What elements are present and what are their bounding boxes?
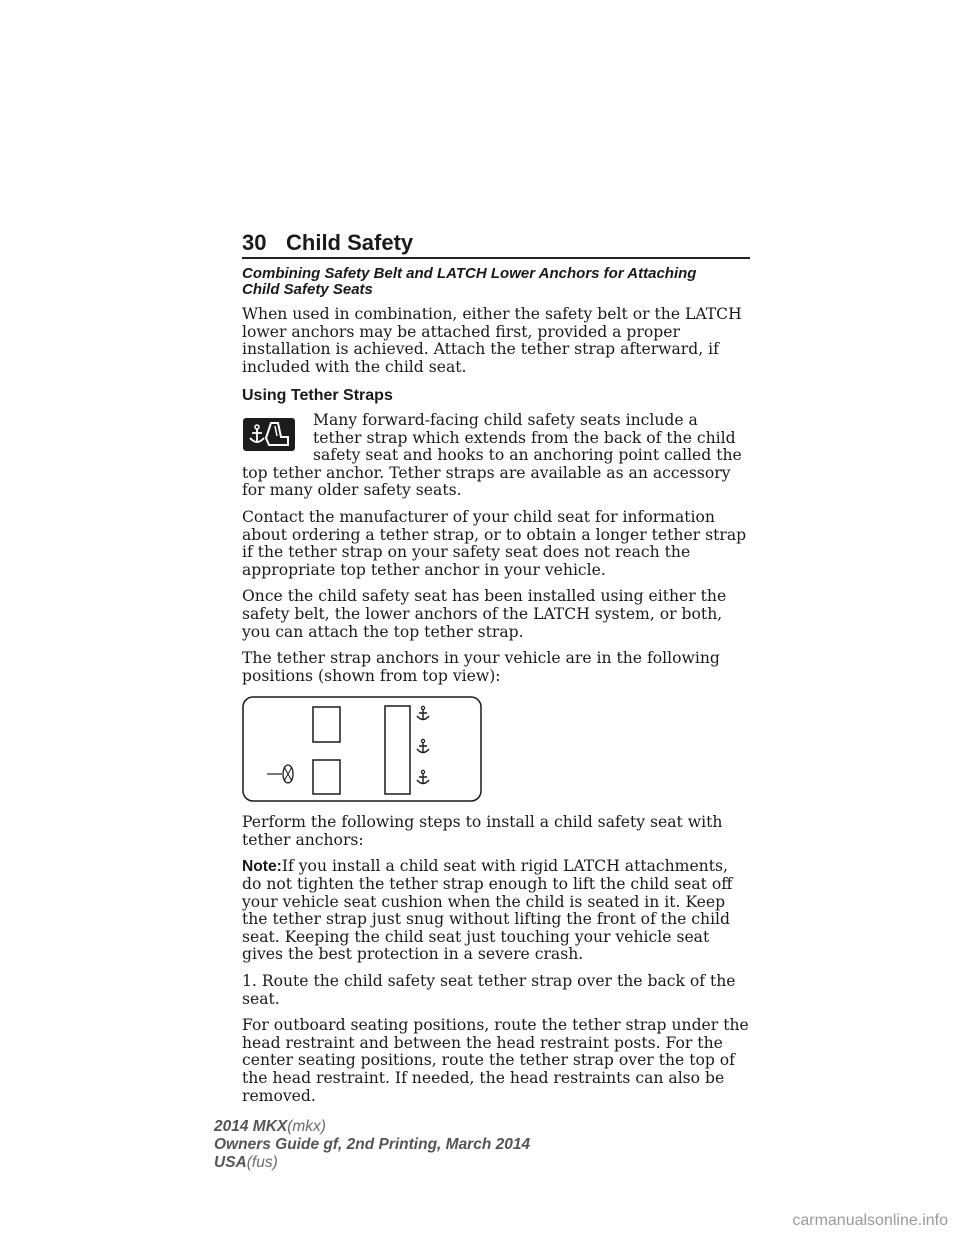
header-rule — [242, 257, 750, 259]
step-1: 1. Route the child safety seat tether strap over the back of the seat. — [242, 972, 736, 1008]
tether-paragraph-6: For outboard seating positions, route the tether strap under the head restraint and between the head restraint posts. For the center seating positions, route the tether strap over the top of the head restraint. If needed, the head restraints can also be removed. — [242, 1016, 749, 1105]
page-header — [242, 228, 750, 260]
subhead-line-2: Child Safety Seats — [242, 280, 373, 298]
tether-paragraph-5: Perform the following steps to install a child safety seat with tether anchors: — [242, 813, 723, 849]
anchor-icon — [417, 740, 429, 754]
child-seat-anchor-icon — [243, 418, 295, 451]
tether-anchor-diagram — [242, 694, 482, 804]
page-number: 30 — [242, 230, 267, 255]
front-seat-right — [313, 707, 340, 742]
steering-wheel-icon — [267, 765, 293, 783]
watermark: carmanualsonline.info — [792, 1212, 948, 1229]
chapter-title: Child Safety — [286, 230, 414, 255]
page-body — [242, 266, 750, 1114]
footer-line-2: Owners Guide gf, 2nd Printing, March 2014 — [214, 1136, 531, 1153]
front-seat-left — [313, 760, 340, 794]
tether-paragraph-1: Many forward-facing child safety seats include a tether strap which extends from the back of the child safety seat and hooks to an anchoring point called the top tether anchor. Tether straps are available as an accessory for many older safety seats. — [242, 410, 742, 500]
note-paragraph — [242, 858, 750, 964]
combining-subheading — [242, 266, 750, 297]
tether-paragraph-4: The tether strap anchors in your vehicle are in the following positions (shown from top view): — [242, 649, 720, 685]
tether-intro — [242, 412, 750, 500]
anchor-icon — [417, 771, 429, 785]
anchor-icon — [417, 707, 429, 721]
tether-paragraph-3: Once the child safety seat has been installed using either the safety belt, the lower anchors of the LATCH system, or both, you can attach the top tether strap. — [242, 587, 727, 641]
subhead-line-1: Combining Safety Belt and LATCH Lower Anchors for Attaching — [242, 265, 697, 282]
vehicle-outline — [243, 697, 481, 801]
footer-line-3: USA(fus) — [214, 1154, 278, 1171]
page-footer — [214, 1118, 530, 1172]
note-text: If you install a child seat with rigid LATCH attachments, do not tighten the tether strap enough to lift the child seat off your vehicle seat cushion when the child is seated in it. Keep the tether strap just snug without lifting the front of the child seat. Keeping the child seat just touching your vehicle seat gives the best protection in a severe crash. — [242, 857, 733, 964]
note-label: Note: — [242, 858, 282, 876]
tether-paragraph-2: Contact the manufacturer of your child seat for information about ordering a tether strap, or to obtain a longer tether strap if the tether strap on your safety seat does not reach the appropriate top tether anchor in your vehicle. — [242, 507, 747, 579]
footer-line-1: 2014 MKX(mkx) — [214, 1118, 326, 1135]
tether-section-title: Using Tether Straps — [242, 387, 393, 405]
combining-paragraph: When used in combination, either the safety belt or the LATCH lower anchors may be attached first, provided a proper installation is achieved. Attach the tether strap afterward, if included with the child seat. — [242, 305, 742, 376]
rear-bench — [385, 706, 410, 794]
